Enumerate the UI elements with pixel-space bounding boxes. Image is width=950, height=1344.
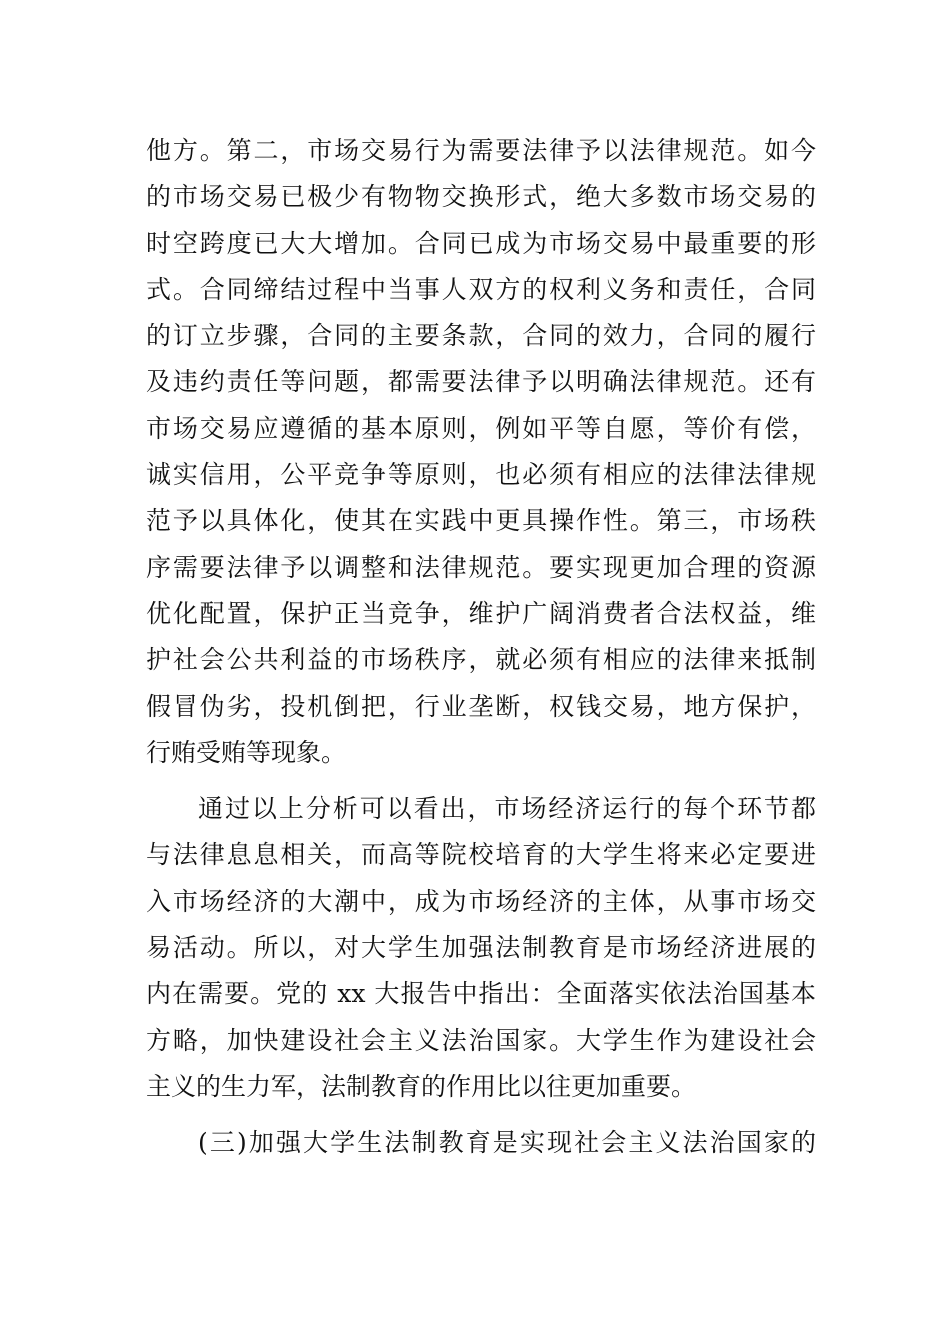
text-line: 假冒伪劣，投机倒把，行业垄断，权钱交易，地方保护， <box>146 691 816 721</box>
text-line: 序需要法律予以调整和法律规范。要实现更加合理的资源 <box>146 552 816 582</box>
text-line: 及违约责任等问题，都需要法律予以明确法律规范。还有 <box>146 367 816 397</box>
text-line: 他方。第二，市场交易行为需要法律予以法律规范。如今 <box>146 136 816 165</box>
text-line: 方略，加快建设社会主义法治国家。大学生作为建设社会 <box>146 1025 816 1055</box>
body-text <box>146 128 816 1167</box>
text-line: (三)加强大学生法制教育是实现社会主义法治国家的 <box>198 1128 816 1158</box>
text-line: 优化配置，保护正当竞争，维护广阔消费者合法权益，维 <box>146 598 816 628</box>
text-line: 护社会公共利益的市场秩序，就必须有相应的法律来抵制 <box>146 645 816 675</box>
text-line: 时空跨度已大大增加。合同已成为市场交易中最重要的形 <box>146 228 816 258</box>
text-line: 与法律息息相关，而高等院校培育的大学生将来必定要进 <box>146 840 816 870</box>
text-line: 易活动。所以，对大学生加强法制教育是市场经济进展的 <box>146 933 816 963</box>
text-line: 范予以具体化，使其在实践中更具操作性。第三，市场秩 <box>146 506 816 536</box>
text-line: 内在需要。党的 xx 大报告中指出：全面落实依法治国基本 <box>146 979 816 1009</box>
text-line: 市场交易应遵循的基本原则，例如平等自愿，等价有偿， <box>146 413 816 443</box>
text-line: 主义的生力军，法制教育的作用比以往更加重要。 <box>146 1071 697 1101</box>
text-line: 行贿受贿等现象。 <box>146 737 347 767</box>
text-line: 的订立步骤，合同的主要条款，合同的效力，合同的履行 <box>146 321 816 351</box>
text-line: 式。合同缔结过程中当事人双方的权利义务和责任，合同 <box>146 274 816 304</box>
text-line: 通过以上分析可以看出，市场经济运行的每个环节都 <box>198 794 816 824</box>
text-line: 的市场交易已极少有物物交换形式，绝大多数市场交易的 <box>146 182 816 212</box>
text-line: 入市场经济的大潮中，成为市场经济的主体，从事市场交 <box>146 886 816 916</box>
text-line: 诚实信用，公平竞争等原则，也必须有相应的法律法律规 <box>146 460 816 490</box>
